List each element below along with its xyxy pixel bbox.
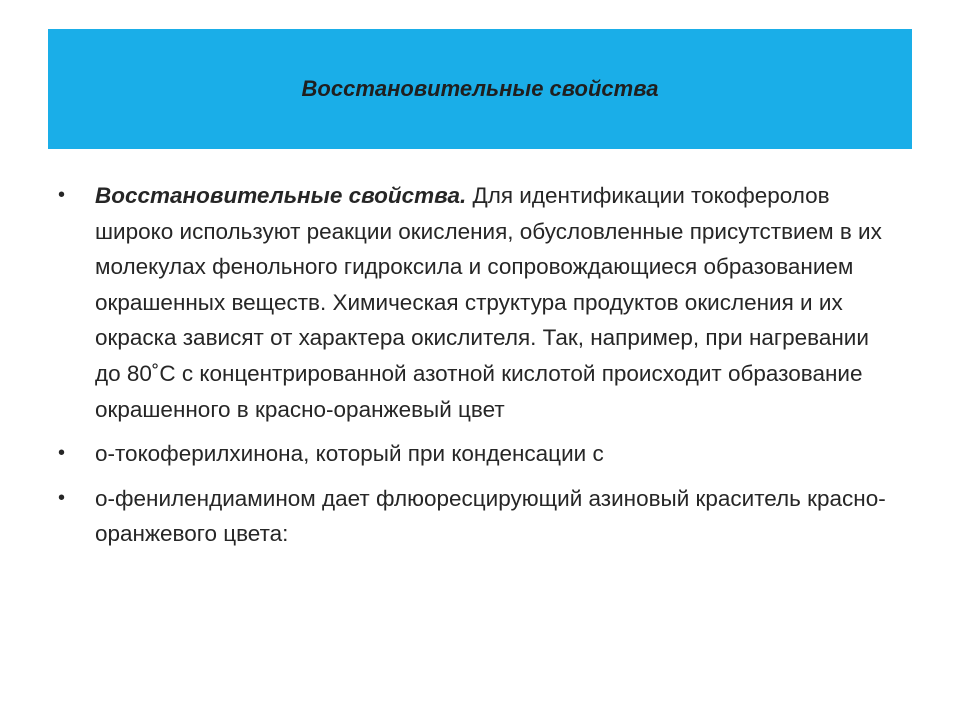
bullet-text: о-токоферилхинона, который при конденсации с (95, 441, 604, 467)
bullet-marker: • (58, 442, 66, 465)
bullet-item (58, 436, 888, 472)
bullet-item (58, 481, 888, 552)
bullet-item (58, 178, 888, 427)
bullet-text: о-фенилендиамином дает флюоресцирующий азиновый краситель красно-оранжевого цвета: (95, 485, 886, 547)
bullet-list (58, 178, 888, 561)
slide-title: Восстановительные свойства (301, 76, 659, 101)
title-band (48, 29, 912, 149)
bullet-marker: • (58, 184, 66, 206)
bullet-lead-text: Восстановительные свойства. (95, 183, 467, 208)
bullet-marker: • (58, 486, 66, 509)
bullet-text: Для идентификации токоферолов широко используют реакции окисления, обусловленные присутствием в их молекулах фенольного гидроксила и сопровождающиеся образованием окрашенных веществ. Химическая структура продуктов окисления и их окраска зависят от характера окислителя. Так, например, при нагревании до 80˚С с концентрированной азотной кислотой происходит образование окрашенного в красно-оранжевый цвет (95, 183, 882, 422)
